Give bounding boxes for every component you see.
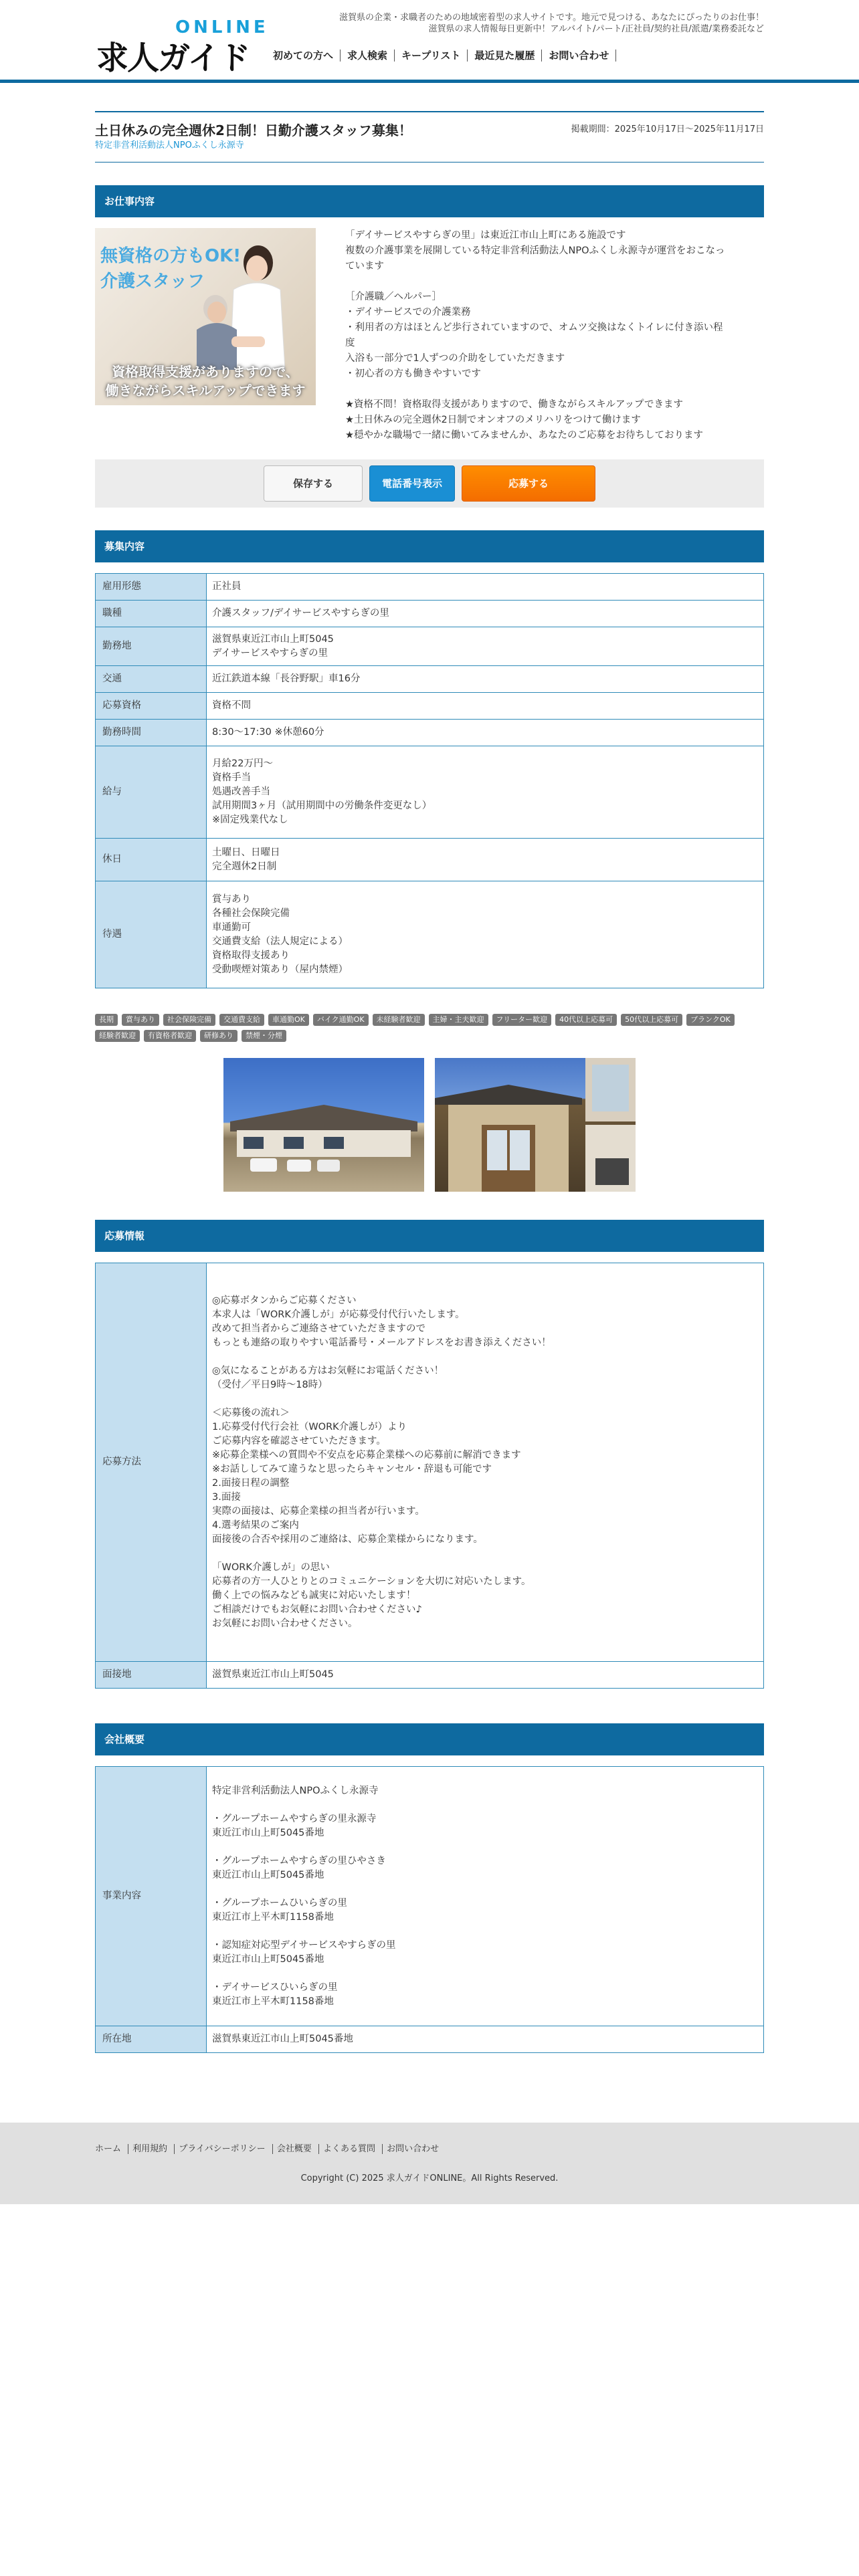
tag: 経験者歓迎 <box>95 1030 140 1042</box>
footer-link-company[interactable]: 会社概要 <box>272 2144 316 2154</box>
nav-item-history[interactable]: 最近見た履歴 <box>467 49 541 62</box>
table-row <box>96 666 764 693</box>
apply-button[interactable]: 応募する <box>462 465 595 502</box>
row-label: 応募資格 <box>96 693 207 720</box>
row-label: 待遇 <box>96 881 207 988</box>
table-row <box>96 746 764 839</box>
row-value: 滋賀県東近江市山上町5045番地 <box>207 2026 764 2053</box>
row-value: 滋賀県東近江市山上町5045 デイサービスやすらぎの里 <box>207 627 764 666</box>
table-row <box>96 627 764 666</box>
global-nav <box>266 49 616 62</box>
nav-item-keep-list[interactable]: キープリスト <box>394 49 467 62</box>
nav-item-contact[interactable]: お問い合わせ <box>541 49 615 62</box>
apply-info-table <box>95 1263 764 1689</box>
nav-item-first-time[interactable]: 初めての方へ <box>273 49 334 62</box>
table-row <box>96 1662 764 1689</box>
tag: 賞与あり <box>122 1014 159 1026</box>
row-label: 交通 <box>96 666 207 693</box>
action-bar <box>95 459 764 508</box>
row-value: 滋賀県東近江市山上町5045 <box>207 1662 764 1689</box>
row-value: 土曜日、日曜日 完全週休2日制 <box>207 839 764 881</box>
tag: 禁煙・分煙 <box>242 1030 286 1042</box>
tag: 社会保険完備 <box>163 1014 215 1026</box>
footer-link-faq[interactable]: よくある質問 <box>318 2144 379 2154</box>
company-name-link[interactable]: 特定非営利活動法人NPOふくし永源寺 <box>95 139 764 163</box>
tagline-line-1: 滋賀県の企業・求職者のための地域密着型の求人サイトです。地元で見つける、あなたにぴったりのお仕事！ <box>339 13 764 23</box>
row-value: 賞与あり 各種社会保険完備 車通勤可 交通費支給（法人規定による） 資格取得支援あり 受動喫煙対策あり（屋内禁煙） <box>207 881 764 988</box>
logo-text: 求人ガイド <box>96 39 250 77</box>
row-label: 職種 <box>96 601 207 627</box>
posting-period: 掲載期間：2025年10月17日〜2025年11月17日 <box>571 124 764 134</box>
tag: 交通費支給 <box>219 1014 264 1026</box>
nav-item-job-search[interactable]: 求人検索 <box>340 49 394 62</box>
tag: フリーター歓迎 <box>492 1014 552 1026</box>
tag: 長期 <box>95 1014 118 1026</box>
tag: 主婦・主夫歓迎 <box>429 1014 488 1026</box>
row-label: 応募方法 <box>96 1263 207 1662</box>
company-section <box>95 1723 764 2053</box>
tag-list <box>95 1014 737 1042</box>
tag: 有資格者歓迎 <box>144 1030 196 1042</box>
facility-entrance-illustration <box>435 1058 636 1192</box>
apply-info-section <box>95 1220 764 1689</box>
row-label: 雇用形態 <box>96 574 207 601</box>
work-description: 「デイサービスやすらぎの里」は東近江市山上町にある施設です 複数の介護事業を展開している特定非営利活動法人NPOふくし永源寺が運営をおこなっています ［介護職／ヘルパー］ ・デイサービスでの介護業務 ・利用者の方はほとんど歩行されていますので、オムツ交換はなくトイレに付き添い程度 入浴も一部分で1人ずつの介助をしていただきます ・初心者の方も働きやすいです ★資格不問！資格取得支援がありますので、働きながらスキルアップできます ★土日休みの完全週休2日制でオンオフのメリハリをつけて働けます ★穏やかな職場で一緒に働いてみませんか、あなたのご応募をお待ちしております <box>345 230 725 441</box>
job-photo <box>95 228 316 405</box>
tagline-line-2: 滋賀県の求人情報毎日更新中！アルバイト/パート/正社員/契約社員/派遣/業務委託など <box>428 24 764 34</box>
photo-caption-care-staff: 介護スタッフ <box>100 272 205 292</box>
footer-link-privacy[interactable]: プライバシーポリシー <box>174 2144 269 2154</box>
tag: バイク通勤OK <box>313 1014 369 1026</box>
photo-subcaption-2: 働きながらスキルアップできます <box>105 383 306 399</box>
company-table <box>95 1766 764 2053</box>
table-row <box>96 720 764 746</box>
show-phone-button[interactable]: 電話番号表示 <box>369 465 455 502</box>
row-value: 月給22万円〜 資格手当 処遇改善手当 試用期間3ヶ月（試用期間中の労働条件変更なし） ※固定残業代なし <box>207 746 764 839</box>
row-label: 事業内容 <box>96 1767 207 2026</box>
tag: 50代以上応募可 <box>621 1014 682 1026</box>
row-value: ◎応募ボタンからご応募ください 本求人は「WORK介護しが」が応募受付代行いたします。 改めて担当者からご連絡させていただきますので もっとも連絡の取りやすい電話番号・メールアドレスをお書き添えください！ ◎気になることがある方はお気軽にお電話ください！ （受付／平日9時〜18時） ＜応募後の流れ＞ 1.応募受付代行会社（WORK介護しが）より ご応募内容を確認させていただきます。 ※応募企業様への質問や不安点を応募企業様への応募前に解消できます ※お話ししてみて違うなと思ったらキャンセル・辞退も可能です 2.面接日程の調整 3.面接 実際の面接は、応募企業様の担当者が行います。 4.選考結果のご案内 面接後の合否や採用のご連絡は、応募企業様からになります。 「WORK介護しが」の思い 応募者の方一人ひとりとのコミュニケーションを大切に対応いたします。 働く上での悩みなども誠実に対応いたします！ ご相談だけでもお気軽にお問い合わせください♪ お気軽にお問い合わせください。 <box>207 1263 764 1662</box>
table-row <box>96 1263 764 1662</box>
job-title-block <box>95 111 764 138</box>
site-header <box>0 0 859 83</box>
table-row <box>96 601 764 627</box>
recruit-table <box>95 573 764 988</box>
row-label: 給与 <box>96 746 207 839</box>
save-button[interactable]: 保存する <box>264 465 363 502</box>
footer-links <box>95 2143 764 2156</box>
recruit-section-heading: 募集内容 <box>95 530 764 562</box>
table-row <box>96 2026 764 2053</box>
logo-online-text: ONLINE <box>175 17 269 37</box>
work-content <box>95 228 764 443</box>
table-row <box>96 574 764 601</box>
facility-exterior-photo[interactable] <box>223 1058 424 1192</box>
nav-divider <box>615 49 616 62</box>
site-logo[interactable] <box>95 17 269 77</box>
photo-gallery <box>95 1058 764 1192</box>
work-section-heading: お仕事内容 <box>95 185 764 217</box>
row-label: 面接地 <box>96 1662 207 1689</box>
footer-link-contact[interactable]: お問い合わせ <box>382 2144 443 2154</box>
table-row <box>96 881 764 988</box>
site-tagline <box>339 12 764 35</box>
table-row <box>96 839 764 881</box>
row-label: 所在地 <box>96 2026 207 2053</box>
table-row <box>96 1767 764 2026</box>
tag: ブランクOK <box>686 1014 735 1026</box>
row-value: 特定非営利活動法人NPOふくし永源寺 ・グループホームやすらぎの里永源寺 東近江市山上町5045番地 ・グループホームやすらぎの里ひやさき 東近江市山上町5045番地 ・グループホームひいらぎの里 東近江市上平木町1158番地 ・認知症対応型デイサービスやすらぎの里 東近江市山上町5045番地 ・デイサービスひいらぎの里 東近江市上平木町1158番地 <box>207 1767 764 2026</box>
row-label: 勤務時間 <box>96 720 207 746</box>
row-value: 資格不問 <box>207 693 764 720</box>
row-label: 勤務地 <box>96 627 207 666</box>
photo-subcaption-1: 資格取得支援がありますので、 <box>112 364 299 381</box>
tag: 40代以上応募可 <box>555 1014 617 1026</box>
main-content <box>95 111 764 2053</box>
footer-link-home[interactable]: ホーム <box>95 2144 122 2154</box>
row-value: 介護スタッフ/デイサービスやすらぎの里 <box>207 601 764 627</box>
site-footer <box>0 2123 859 2204</box>
row-label: 休日 <box>96 839 207 881</box>
tag: 未経験者歓迎 <box>373 1014 425 1026</box>
recruit-section <box>95 530 764 1192</box>
work-section <box>95 185 764 508</box>
tag: 研修あり <box>200 1030 237 1042</box>
facility-entrance-photo[interactable] <box>435 1058 636 1192</box>
footer-link-terms[interactable]: 利用規約 <box>128 2144 171 2154</box>
photo-caption-no-qualification: 無資格の方もOK! <box>100 246 242 267</box>
apply-info-heading: 応募情報 <box>95 1220 764 1252</box>
table-row <box>96 693 764 720</box>
row-value: 正社員 <box>207 574 764 601</box>
row-value: 8:30〜17:30 ※休憩60分 <box>207 720 764 746</box>
tag: 車通勤OK <box>268 1014 309 1026</box>
company-section-heading: 会社概要 <box>95 1723 764 1755</box>
job-title: 土日休みの完全週休2日制！日勤介護スタッフ募集！ <box>95 122 412 138</box>
facility-exterior-illustration <box>223 1058 424 1192</box>
copyright: Copyright (C) 2025 求人ガイドONLINE。All Rights Reserved. <box>300 2173 559 2184</box>
row-value: 近江鉄道本線「長谷野駅」車16分 <box>207 666 764 693</box>
